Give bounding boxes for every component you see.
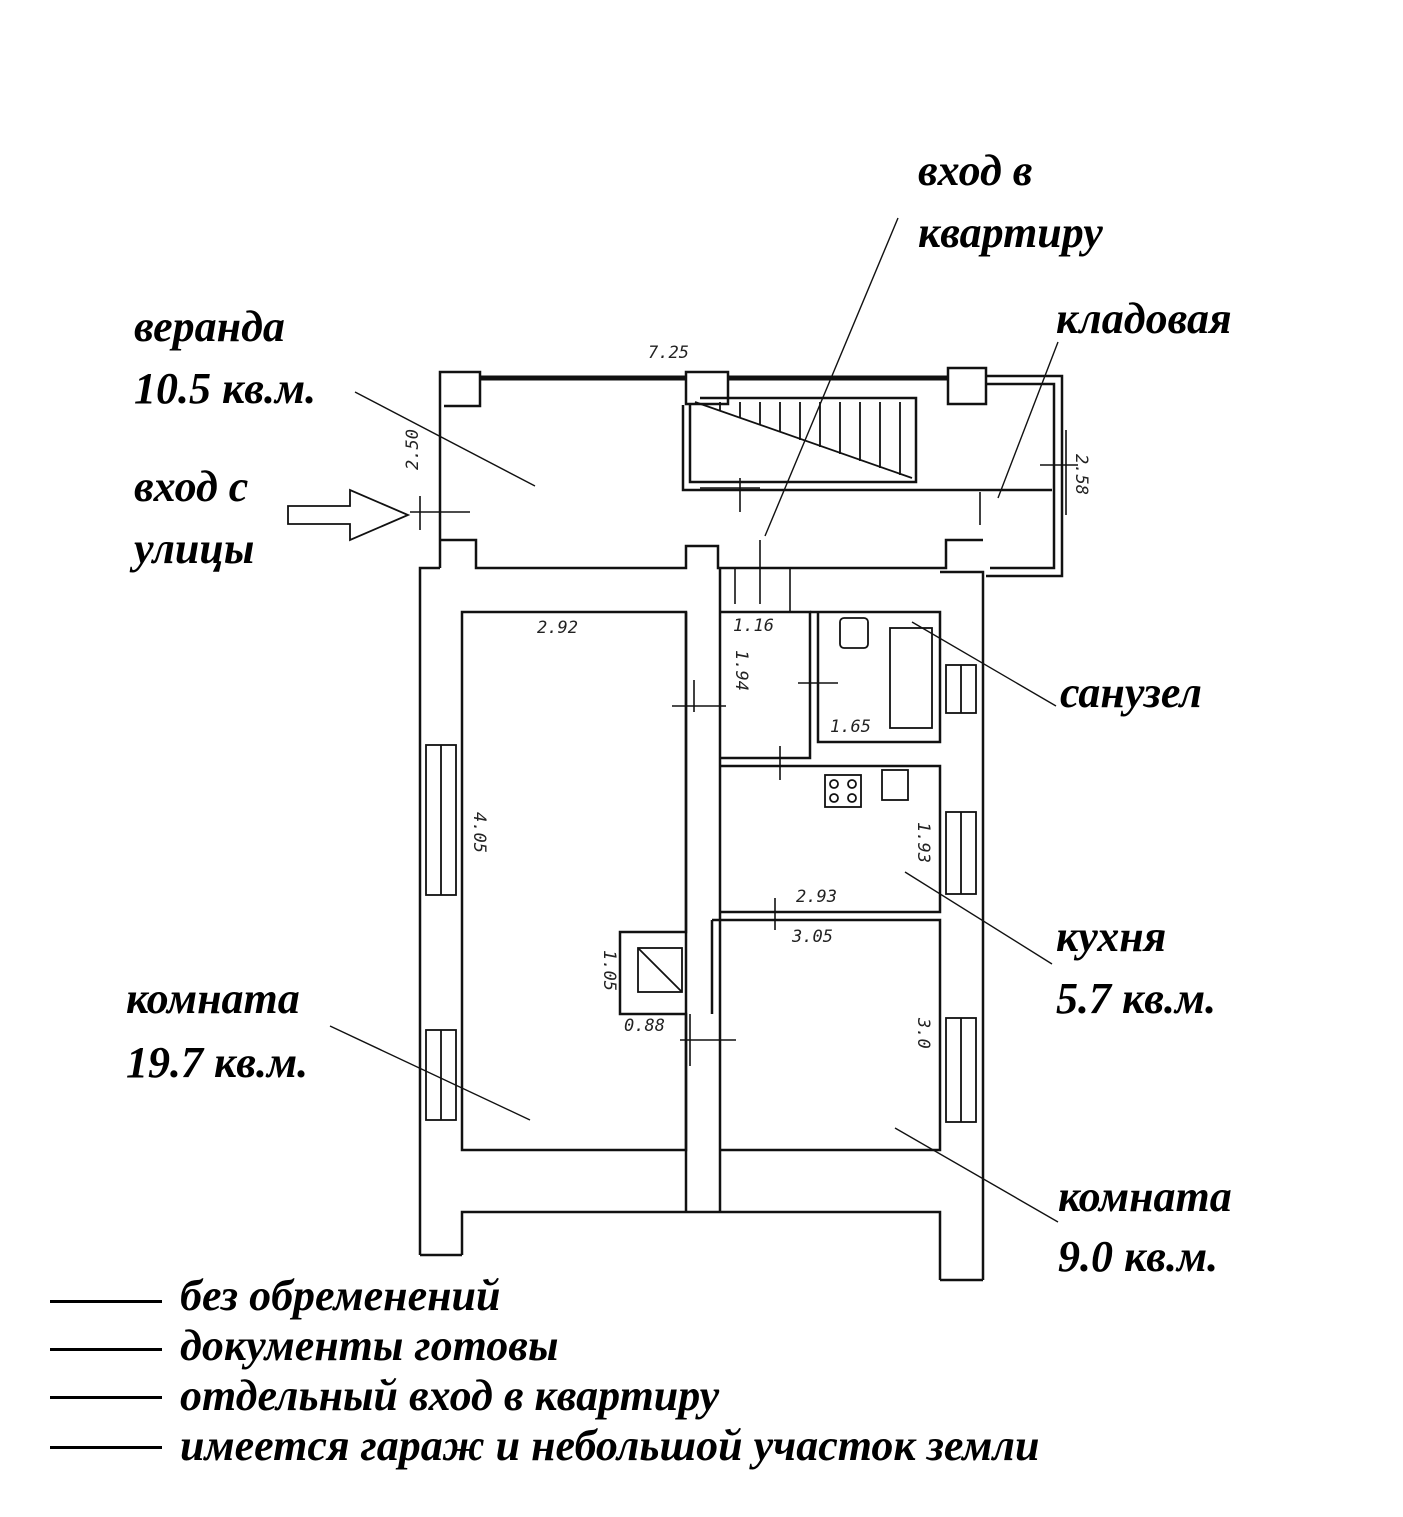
- windows: [426, 665, 976, 1122]
- sink-fixture: [882, 770, 908, 800]
- label-veranda-area: 10.5 кв.м.: [134, 364, 317, 413]
- fixtures: [638, 618, 932, 992]
- dim-top: 7.25: [648, 343, 689, 363]
- veranda-walls: [440, 368, 1052, 568]
- label-street-entrance-line2: улицы: [134, 524, 255, 573]
- dim-kitchen-length: 1.93: [913, 822, 933, 863]
- bathtub-fixture: [890, 628, 932, 728]
- label-large-room-area: 19.7 кв.м.: [126, 1038, 309, 1087]
- legend-item-1: без обременений: [180, 1271, 501, 1320]
- outer-wall: [420, 568, 983, 1280]
- dim-pantry-depth: 2.58: [1071, 454, 1091, 495]
- label-kitchen-line1: кухня: [1056, 912, 1167, 961]
- staircase: [695, 402, 912, 478]
- label-pantry: кладовая: [1056, 294, 1232, 343]
- legend-dash-1: [50, 1300, 162, 1303]
- interior-walls: [462, 568, 940, 1212]
- dimension-labels: [403, 343, 1091, 1049]
- dim-stove-width: 0.88: [624, 1016, 665, 1036]
- legend-item-2: документы готовы: [180, 1321, 559, 1370]
- label-small-room-line1: комната: [1058, 1172, 1232, 1221]
- label-kitchen-area: 5.7 кв.м.: [1056, 974, 1217, 1023]
- pantry-walls: [986, 376, 1062, 576]
- label-entrance-apartment-line1: вход в: [918, 146, 1033, 195]
- label-bathroom: санузел: [1060, 668, 1202, 717]
- entrance-arrow: [288, 490, 408, 540]
- dim-hall-width: 1.16: [733, 616, 774, 636]
- stove-fixture: [825, 775, 861, 807]
- dim-hall-length: 1.94: [731, 650, 751, 691]
- legend-item-3: отдельный вход в квартиру: [180, 1371, 720, 1420]
- legend-dash-3: [50, 1396, 162, 1399]
- dim-kitchen-width: 2.93: [796, 887, 837, 907]
- legend-dash-2: [50, 1348, 162, 1351]
- dim-bath-width: 1.65: [830, 717, 871, 737]
- dim-stove-depth: 1.05: [599, 950, 619, 991]
- doors: [410, 430, 1078, 1066]
- dim-small-room-length: 3.0: [913, 1018, 933, 1049]
- label-large-room-line1: комната: [126, 974, 300, 1023]
- label-veranda-line1: веранда: [134, 302, 285, 351]
- label-street-entrance-line1: вход с: [134, 462, 249, 511]
- dim-room-width: 2.92: [537, 618, 578, 638]
- label-entrance-apartment-line2: квартиру: [918, 208, 1103, 257]
- dim-veranda-depth: 2.50: [403, 429, 423, 470]
- legend-item-4: имеется гараж и небольшой участок земли: [180, 1421, 1040, 1470]
- dim-room-length: 4.05: [469, 812, 489, 853]
- toilet-fixture: [840, 618, 868, 648]
- label-small-room-area: 9.0 кв.м.: [1058, 1232, 1219, 1281]
- legend-dash-4: [50, 1446, 162, 1449]
- dim-small-room-width: 3.05: [792, 927, 833, 947]
